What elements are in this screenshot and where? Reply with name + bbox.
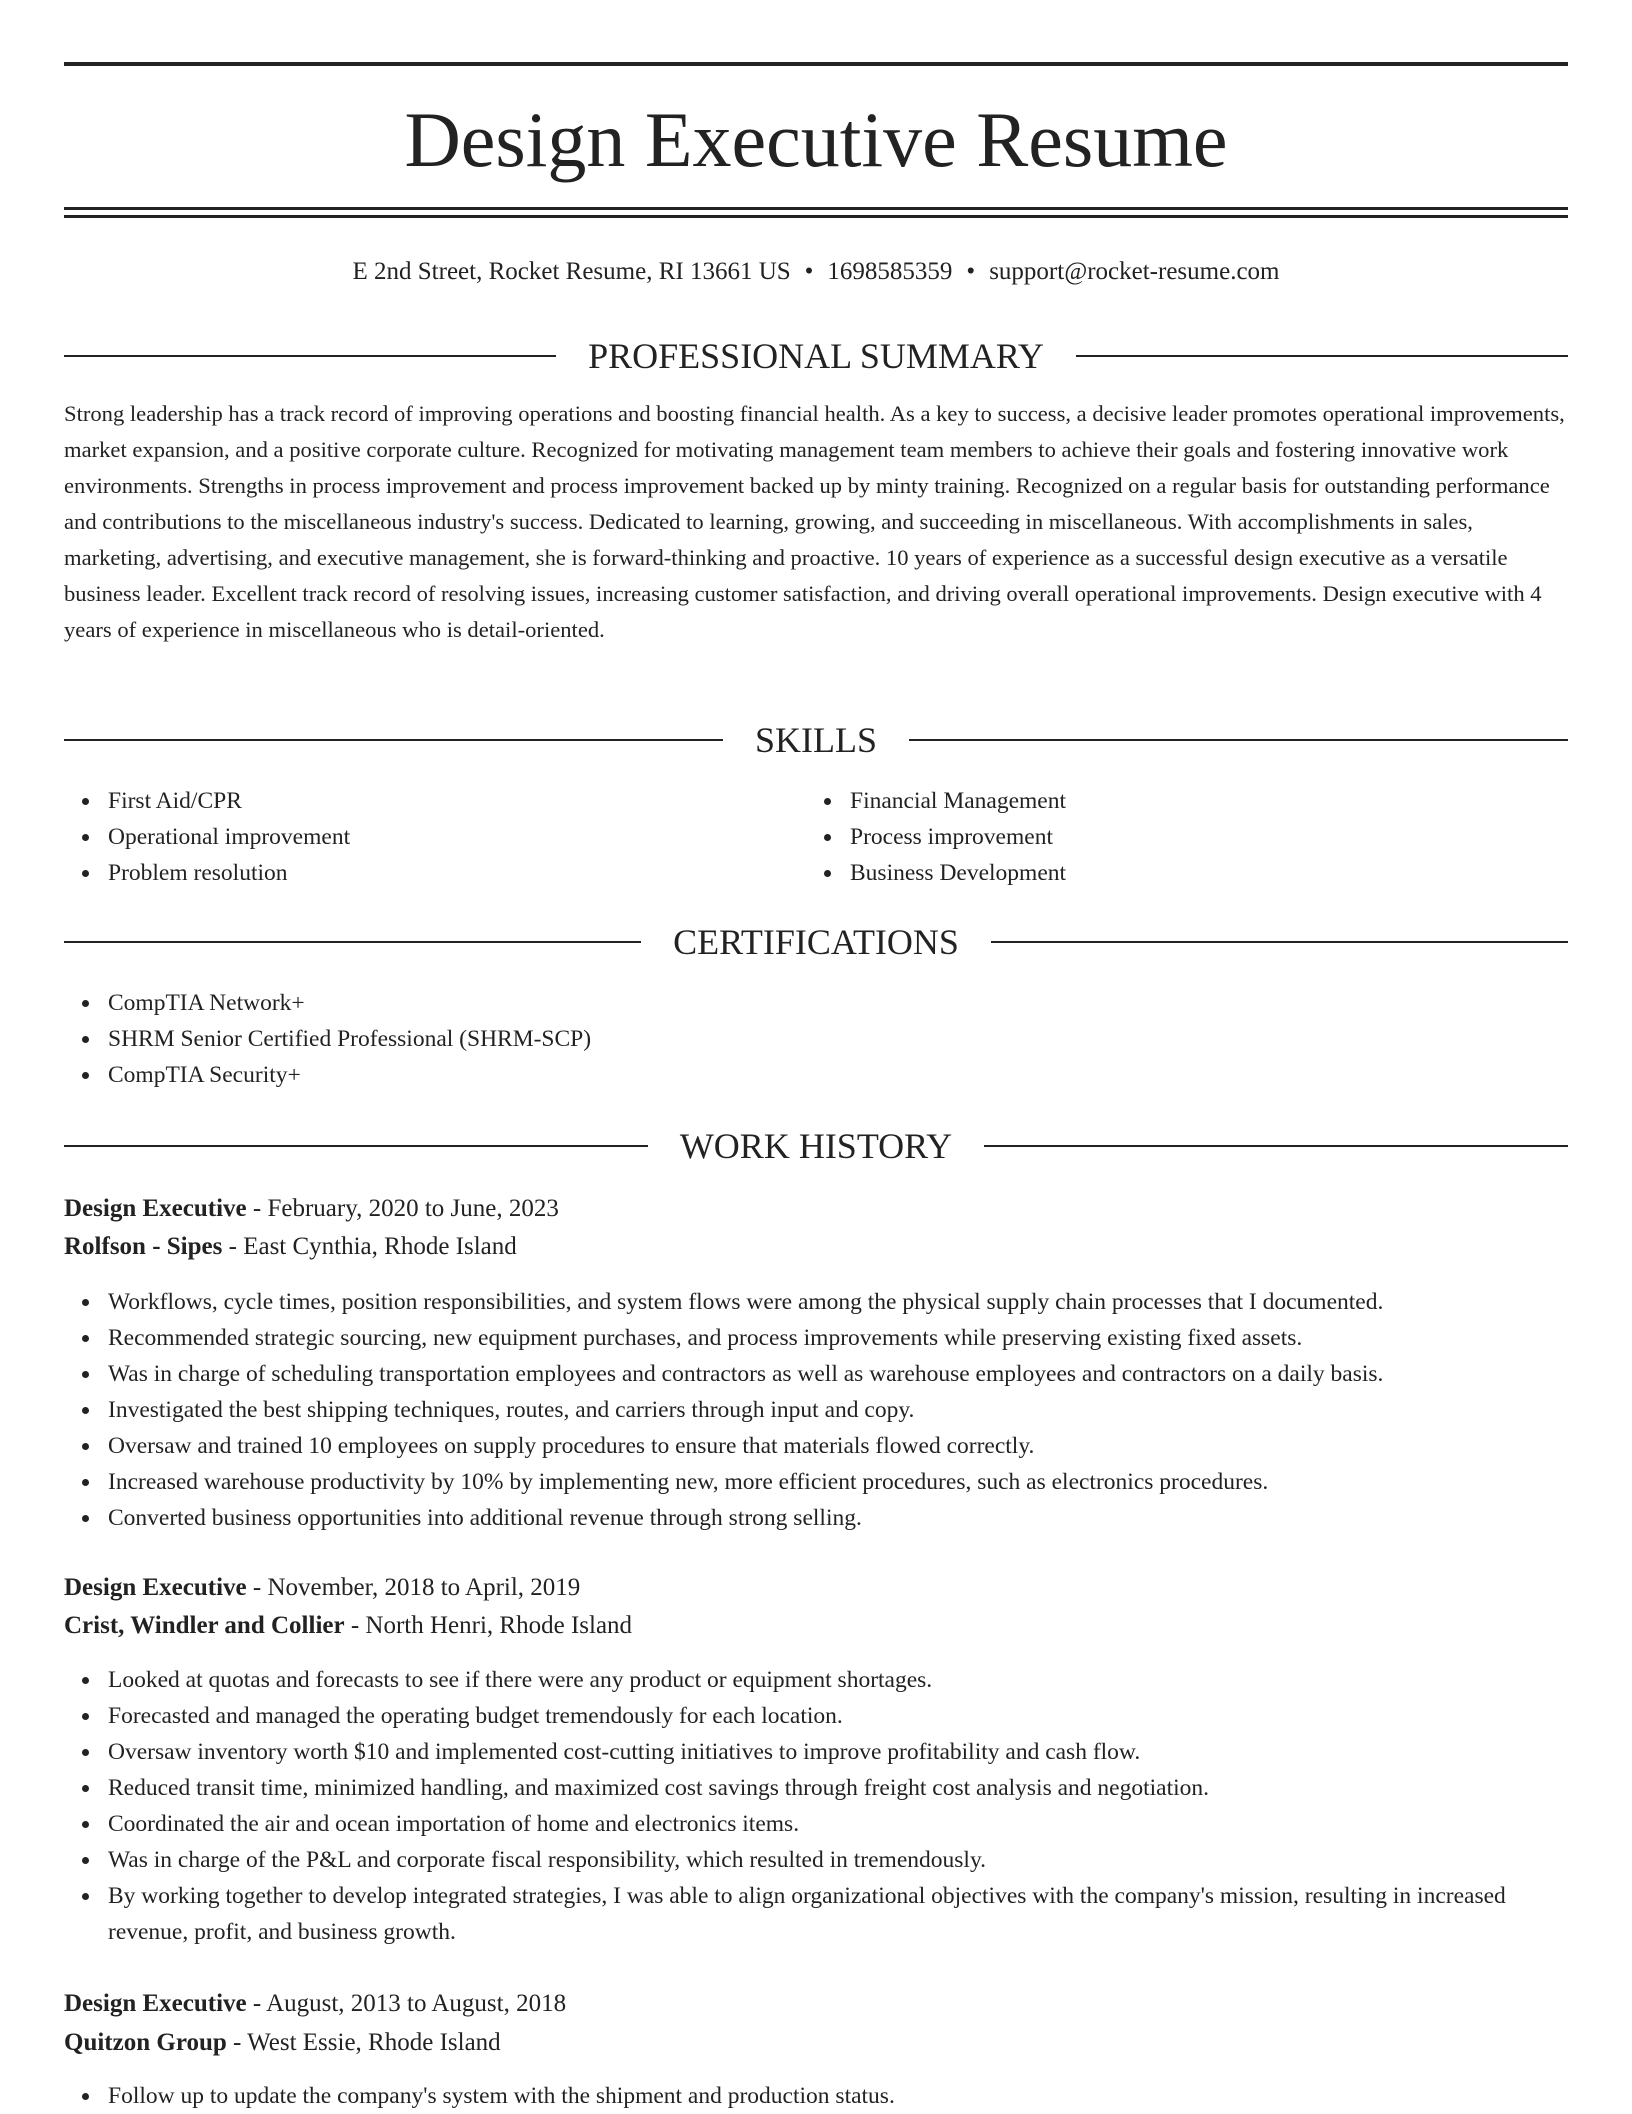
contact-phone: 1698585359 xyxy=(827,258,953,285)
heading-rule xyxy=(984,1145,1568,1147)
job-bullet: Workflows, cycle times, position responsibilities, and system flows were among the physical supply chain processes that I documented. xyxy=(64,1284,1568,1320)
job-company: Rolfson - Sipes xyxy=(64,1233,223,1260)
job-bullet: Looked at quotas and forecasts to see if there were any product or equipment shortages. xyxy=(64,1662,1568,1698)
job-separator: - xyxy=(222,1233,244,1260)
job-location: East Cynthia, Rhode Island xyxy=(243,1233,517,1260)
job-bullet: By working together to develop integrated strategies, I was able to align organizational objectives with the company's mission, resulting in increased revenue, profit, and business growth. xyxy=(64,1878,1568,1950)
summary-text: Strong leadership has a track record of improving operations and boosting financial health. As a key to success, a decisive leader promotes operational improvements, market expansion, and a positive corporate culture. Recognized for motivating management team members to achieve their goals and fostering innovative work environments. Strengths in process improvement and process improvement backed up by minty training. Recognized on a regular basis for outstanding performance and contributions to the miscellaneous industry's success. Dedicated to learning, growing, and succeeding in miscellaneous. With accomplishments in sales, marketing, advertising, and executive management, she is forward-thinking and proactive. 10 years of experience as a successful design executive as a versatile business leader. Excellent track record of resolving issues, increasing customer satisfaction, and driving overall operational improvements. Design executive with 4 years of experience in miscellaneous who is detail-oriented. xyxy=(64,401,1565,642)
job-separator: - xyxy=(344,1612,366,1639)
job-title: Design Executive xyxy=(64,1195,247,1222)
summary-heading-label: PROFESSIONAL SUMMARY xyxy=(588,336,1044,376)
skill-item: Operational improvement xyxy=(64,819,764,855)
heading-rule xyxy=(64,355,556,357)
job-bullet: Investigated the best shipping techniques, routes, and carriers through input and copy. xyxy=(64,1392,1568,1428)
job-bullet: Recommended strategic sourcing, new equipment purchases, and process improvements while preserving existing fixed assets. xyxy=(64,1320,1568,1356)
skill-item: First Aid/CPR xyxy=(64,783,764,819)
certification-item: CompTIA Network+ xyxy=(64,985,1568,1021)
contact-address: E 2nd Street, Rocket Resume, RI 13661 US xyxy=(352,258,791,285)
heading-rule xyxy=(64,941,641,943)
certifications-heading-label: CERTIFICATIONS xyxy=(673,922,959,962)
contact-line xyxy=(64,252,1568,292)
job-title: Design Executive xyxy=(64,1574,247,1601)
certifications-list xyxy=(64,985,1568,1093)
job-separator: - xyxy=(246,1574,268,1601)
job-dates: November, 2018 to April, 2019 xyxy=(267,1574,581,1601)
job-company-line xyxy=(64,2024,1568,2062)
certification-item: CompTIA Security+ xyxy=(64,1057,1568,1093)
job-bullet: Oversaw and trained 10 employees on supply procedures to ensure that materials flowed correctly. xyxy=(64,1428,1568,1464)
summary-heading xyxy=(64,334,1568,378)
job-separator: - xyxy=(246,1990,267,2017)
job-dates: August, 2013 to August, 2018 xyxy=(266,1990,567,2017)
heading-rule xyxy=(1076,355,1568,357)
skills-heading-label: SKILLS xyxy=(755,720,878,760)
top-rule xyxy=(64,62,1568,66)
contact-separator: • xyxy=(966,258,976,285)
job-title: Design Executive xyxy=(64,1990,247,2017)
job-bullet: Converted business opportunities into additional revenue through strong selling. xyxy=(64,1500,1568,1536)
job-separator: - xyxy=(246,1195,268,1222)
job-bullets xyxy=(64,2078,1568,2114)
job-bullets xyxy=(64,1284,1568,1536)
job-bullet: Was in charge of the P&L and corporate fiscal responsibility, which resulted in tremendously. xyxy=(64,1842,1568,1878)
job-title-line xyxy=(64,1190,1568,1228)
contact-separator: • xyxy=(804,258,814,285)
skills-list-right xyxy=(806,783,1566,891)
job-company-line xyxy=(64,1228,1568,1266)
job-bullet: Was in charge of scheduling transportation employees and contractors as well as warehouse employees and contractors on a daily basis. xyxy=(64,1356,1568,1392)
skills-heading xyxy=(64,718,1568,762)
certification-item: SHRM Senior Certified Professional (SHRM-SCP) xyxy=(64,1021,1568,1057)
skill-item: Financial Management xyxy=(806,783,1566,819)
job-separator: - xyxy=(226,2029,248,2056)
job-bullets xyxy=(64,1662,1568,1950)
job-location: West Essie, Rhode Island xyxy=(247,2029,501,2056)
skill-item: Problem resolution xyxy=(64,855,764,891)
job-title-line xyxy=(64,1985,1568,2023)
skills-list-left xyxy=(64,783,764,891)
title-rule-upper xyxy=(64,207,1568,210)
contact-email: support@rocket-resume.com xyxy=(989,258,1280,285)
heading-rule xyxy=(991,941,1568,943)
title-rule-lower xyxy=(64,215,1568,218)
skill-item: Process improvement xyxy=(806,819,1566,855)
resume-title: Design Executive Resume xyxy=(404,96,1228,183)
job-title-line xyxy=(64,1569,1568,1607)
work-history-heading xyxy=(64,1124,1568,1168)
job-location: North Henri, Rhode Island xyxy=(365,1612,633,1639)
job-bullet: Increased warehouse productivity by 10% by implementing new, more efficient procedures, such as electronics procedures. xyxy=(64,1464,1568,1500)
job-company: Crist, Windler and Collier xyxy=(64,1612,345,1639)
job-bullet: Forecasted and managed the operating budget tremendously for each location. xyxy=(64,1698,1568,1734)
job-bullet: Reduced transit time, minimized handling, and maximized cost savings through freight cost analysis and negotiation. xyxy=(64,1770,1568,1806)
job-company-line xyxy=(64,1607,1568,1645)
job-bullet: Follow up to update the company's system with the shipment and production status. xyxy=(64,2078,1568,2114)
job-bullet: Oversaw inventory worth $10 and implemented cost-cutting initiatives to improve profitability and cash flow. xyxy=(64,1734,1568,1770)
job-company: Quitzon Group xyxy=(64,2029,227,2056)
job-dates: February, 2020 to June, 2023 xyxy=(267,1195,559,1222)
job-bullet: Coordinated the air and ocean importation of home and electronics items. xyxy=(64,1806,1568,1842)
heading-rule xyxy=(64,1145,648,1147)
certifications-heading xyxy=(64,920,1568,964)
heading-rule xyxy=(64,739,723,741)
skill-item: Business Development xyxy=(806,855,1566,891)
heading-rule xyxy=(909,739,1568,741)
work-history-heading-label: WORK HISTORY xyxy=(679,1126,953,1166)
